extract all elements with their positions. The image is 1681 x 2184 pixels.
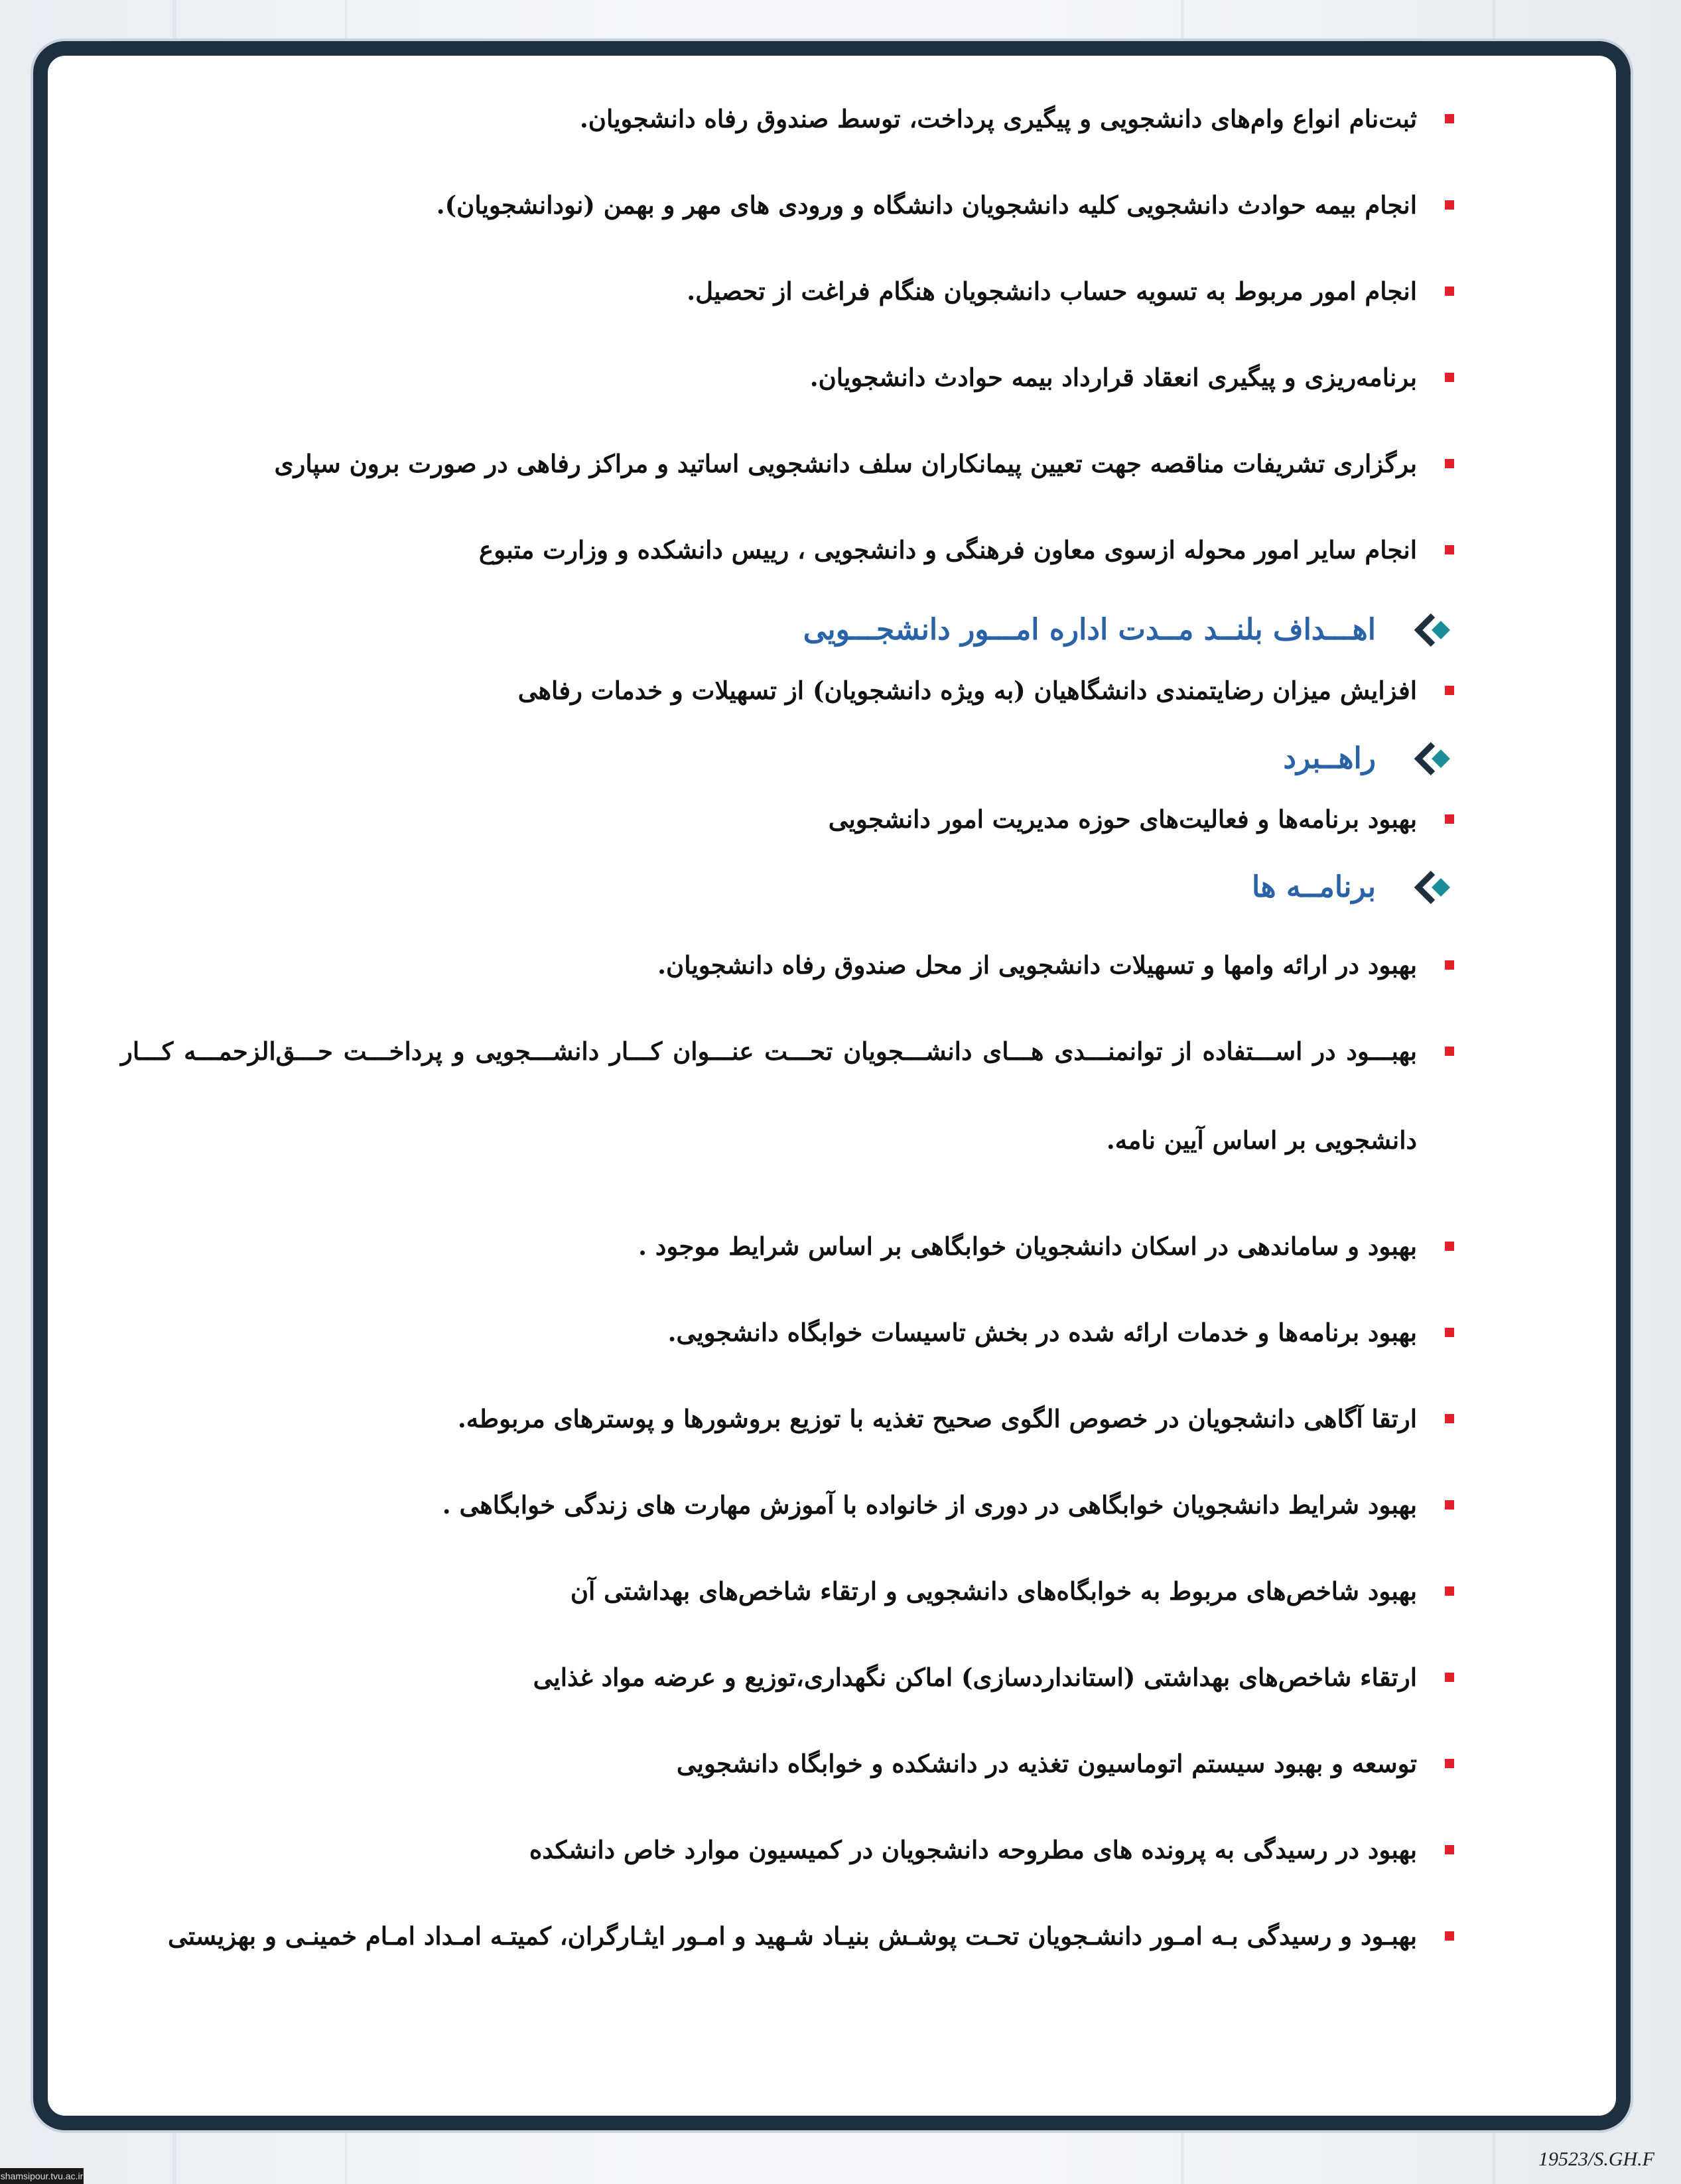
section-heading-text: راهــبرد <box>1283 741 1376 775</box>
list-item-text: بهبود و ساماندهی در اسکان دانشجویان خوابگاهی بر اساس شرایط موجود . <box>638 1232 1417 1261</box>
square-bullet-icon <box>1445 1673 1454 1682</box>
list-item-text: افزایش میزان رضایتمندی دانشگاهیان (به ویژه دانشجویان) از تسهیلات و خدمات رفاهی <box>517 676 1417 705</box>
list-item <box>121 183 1454 227</box>
list-item-text: انجام سایر امور محوله ازسوی معاون فرهنگی و دانشجویی ، رییس دانشکده و وزارت متبوع <box>479 535 1417 564</box>
square-bullet-icon <box>1445 459 1454 468</box>
list-item-text: بهبود برنامه‌ها و خدمات ارائه شده در بخش تاسیسات خوابگاه دانشجویی. <box>667 1318 1417 1347</box>
square-bullet-icon <box>1445 1242 1454 1251</box>
list-item <box>121 97 1454 141</box>
list-item <box>121 1892 1454 1980</box>
square-bullet-icon <box>1445 1845 1454 1854</box>
square-bullet-icon <box>1445 1328 1454 1337</box>
square-bullet-icon <box>1445 960 1454 970</box>
double-chevron-diamond-icon <box>1406 869 1454 906</box>
page-frame <box>33 41 1631 2130</box>
square-bullet-icon <box>1445 1931 1454 1941</box>
programs-list <box>121 943 1454 1980</box>
list-item-text: بهبود شرایط دانشجویان خوابگاهی در دوری از خانواده با آموزش مهارت های زندگی خوابگاهی . <box>442 1490 1417 1519</box>
section-heading-text: اهـــداف بلنــد مــدت اداره امـــور دانشجـــویی <box>803 613 1376 647</box>
list-item <box>121 528 1454 572</box>
list-item <box>121 1483 1454 1527</box>
document-content <box>121 97 1454 2020</box>
list-item <box>121 797 1454 841</box>
list-item-text: بهبود در رسیدگی به پرونده های مطروحه دانشجویان در کمیسیون موارد خاص دانشکده <box>529 1835 1417 1864</box>
double-chevron-diamond-icon <box>1406 740 1454 777</box>
list-item <box>121 1742 1454 1785</box>
square-bullet-icon <box>1445 200 1454 210</box>
list-item <box>121 442 1454 485</box>
section-heading-long-term-goals <box>121 606 1454 654</box>
list-item <box>121 1828 1454 1872</box>
square-bullet-icon <box>1445 1047 1454 1056</box>
list-item <box>121 1569 1454 1613</box>
square-bullet-icon <box>1445 545 1454 554</box>
square-bullet-icon <box>1445 114 1454 123</box>
list-item <box>121 269 1454 313</box>
list-item-text: توسعه و بهبود سیستم اتوماسیون تغذیه در دانشکده و خوابگاه دانشجویی <box>676 1749 1417 1778</box>
square-bullet-icon <box>1445 287 1454 296</box>
section-heading-programs <box>121 864 1454 911</box>
list-item-text: ثبت‌نام انواع وام‌های دانشجویی و پیگیری پرداخت، توسط صندوق رفاه دانشجویان. <box>579 104 1417 133</box>
square-bullet-icon <box>1445 814 1454 824</box>
list-item-text: بهبود در ارائه وامها و تسهیلات دانشجویی از محل صندوق رفاه دانشجویان. <box>657 950 1417 980</box>
list-item <box>121 669 1454 712</box>
duties-list <box>121 97 1454 572</box>
list-item <box>121 943 1454 987</box>
list-item-text: بهبود شاخص‌های مربوط به خوابگاه‌های دانشجویی و ارتقاء شاخص‌های بهداشتی آن <box>570 1576 1417 1606</box>
site-logo: shamsipour.tvu.ac.ir <box>0 2168 84 2184</box>
list-item <box>121 1397 1454 1441</box>
double-chevron-diamond-icon <box>1406 611 1454 649</box>
square-bullet-icon <box>1445 1586 1454 1596</box>
list-item <box>121 1224 1454 1268</box>
square-bullet-icon <box>1445 1414 1454 1423</box>
square-bullet-icon <box>1445 1759 1454 1768</box>
list-item-text: بهبـود و رسیدگی بـه امـور دانشـجویان تحـت پوشـش بنیـاد شـهید و امـور ایثـارگران، کمیتـه امـداد امـام خمینـی و بهزیستی <box>167 1921 1417 1951</box>
list-item-text: انجام بیمه حوادث دانشجویی کلیه دانشجویان دانشگاه و ورودی های مهر و بهمن (نودانشجویان). <box>436 190 1417 220</box>
list-item-text: برگزاری تشریفات مناقصه جهت تعیین پیمانکاران سلف دانشجویی اساتید و مراکز رفاهی در صورت برون سپاری <box>274 449 1417 478</box>
square-bullet-icon <box>1445 373 1454 382</box>
list-item-text: بهبود برنامه‌ها و فعالیت‌های حوزه مدیریت امور دانشجویی <box>828 804 1417 834</box>
list-item <box>121 1007 1454 1185</box>
square-bullet-icon <box>1445 686 1454 695</box>
section-heading-text: برنامــه ها <box>1251 870 1376 904</box>
list-item-text: برنامه‌ریزی و پیگیری انعقاد قرارداد بیمه حوادث دانشجویان. <box>809 363 1417 392</box>
list-item <box>121 355 1454 399</box>
document-code: 19523/S.GH.F <box>1538 2148 1654 2170</box>
list-item-text: ارتقاء شاخص‌های بهداشتی (استانداردسازی) اماکن نگهداری،توزیع و عرضه مواد غذایی <box>533 1663 1417 1692</box>
list-item <box>121 1311 1454 1354</box>
list-item-text: انجام امور مربوط به تسویه حساب دانشجویان هنگام فراغت از تحصیل. <box>687 277 1417 306</box>
list-item-text: بهبـــود در اســـتفاده از توانمنـــدی هـــای دانشـــجویان تحـــت عنـــوان کـــار دانشـــجویی و پرداخـــت حـــق‌الزحمـــه کـــار دانشجویی بر اساس آیین نامه. <box>121 1037 1417 1155</box>
list-item-text: ارتقا آگاهی دانشجویان در خصوص الگوی صحیح تغذیه با توزیع بروشورها و پوسترهای مربوطه. <box>457 1404 1417 1433</box>
section-heading-strategy <box>121 735 1454 783</box>
list-item <box>121 1655 1454 1699</box>
square-bullet-icon <box>1445 1500 1454 1510</box>
